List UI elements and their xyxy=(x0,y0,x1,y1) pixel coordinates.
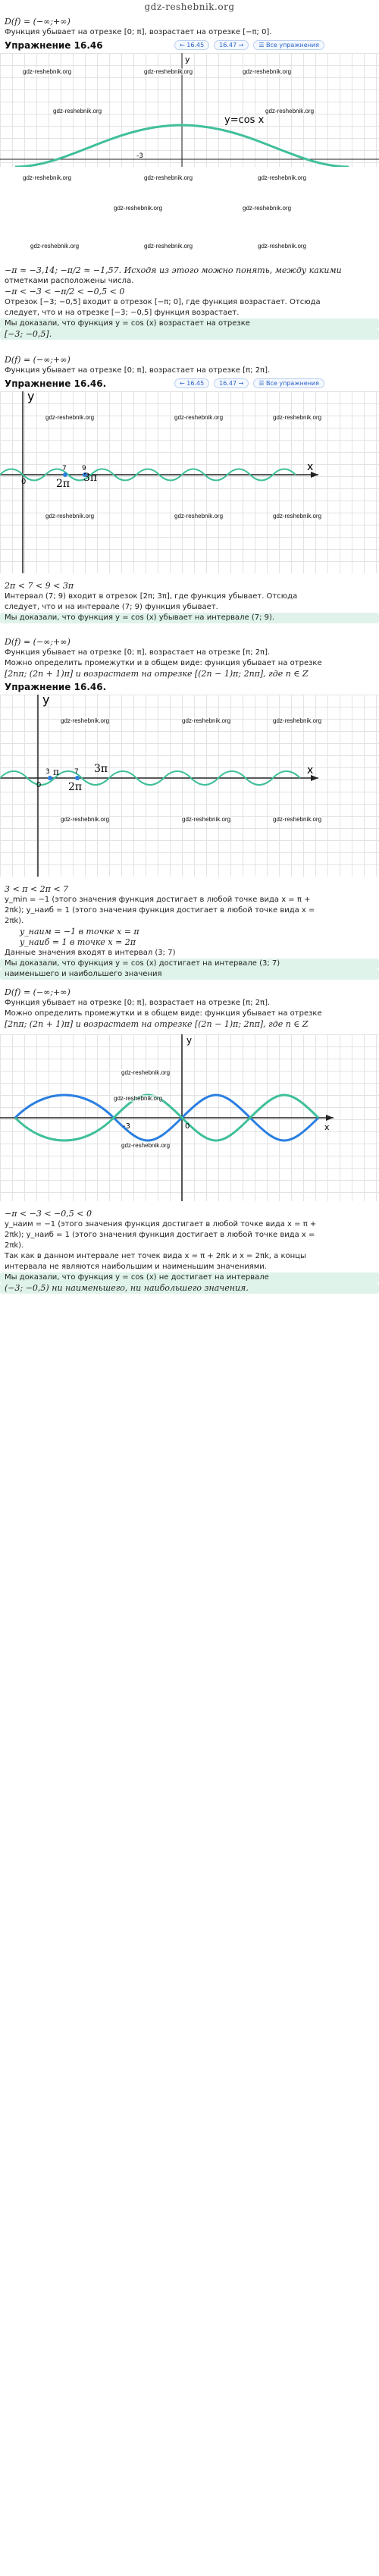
all-exercises-button[interactable]: ☰ Все упражнения xyxy=(253,378,324,388)
y-axis-label: y xyxy=(186,1035,193,1046)
reasoning-line-2: следует, что и на интервале (7; 9) функция убывает. xyxy=(5,603,218,611)
watermark: gdz-reshebnik.org xyxy=(144,174,193,181)
prev-exercise-button[interactable]: ← 16.45 xyxy=(174,40,209,50)
conclusion: Мы доказали, что функция y = cos (x) возрастает на отрезке xyxy=(0,318,379,329)
watermark: gdz-reshebnik.org xyxy=(273,717,322,724)
tick-2pi: 2π xyxy=(68,781,83,793)
prev-label: 16.45 xyxy=(186,42,205,49)
extremum-text-3: 2πk). xyxy=(5,1241,24,1250)
inequality-chain: 3 < π < 2π < 7 xyxy=(5,884,69,894)
tick-0: 0 xyxy=(185,1122,190,1131)
reasoning-line-2: интервала не являются наибольшим и наименьшим значениями. xyxy=(5,1263,267,1271)
origin-label: 0 xyxy=(36,781,42,789)
function-label: y=cos x xyxy=(224,115,265,126)
domain-line: D(f) = (−∞;+∞) xyxy=(5,17,70,27)
tick-minus3: -3 xyxy=(123,1122,130,1131)
y-axis-label: y xyxy=(185,55,190,64)
prev-label: 16.45 xyxy=(186,380,205,387)
tick-7: 7 xyxy=(74,768,79,776)
exercise-nav xyxy=(174,378,324,388)
all-label: Все упражнения xyxy=(266,380,319,387)
x-axis-label: x xyxy=(307,764,314,777)
watermark: gdz-reshebnik.org xyxy=(30,243,80,249)
watermark: gdz-reshebnik.org xyxy=(182,717,231,724)
watermark: gdz-reshebnik.org xyxy=(61,717,110,724)
conclusion-2: [−3; −0,5]. xyxy=(0,329,379,340)
watermark: gdz-reshebnik.org xyxy=(174,513,224,519)
watermark: gdz-reshebnik.org xyxy=(114,205,163,212)
watermark: gdz-reshebnik.org xyxy=(265,108,315,115)
watermark: gdz-reshebnik.org xyxy=(121,1069,171,1076)
watermark: gdz-reshebnik.org xyxy=(258,243,307,249)
tick-9: 9 xyxy=(82,465,86,472)
exercise-title: Упражнение 16.46 xyxy=(5,40,103,51)
approx-line-2: отметками расположены числа. xyxy=(5,277,134,285)
graph-cos-1 xyxy=(0,53,379,167)
watermark: gdz-reshebnik.org xyxy=(45,513,95,519)
exercise-header xyxy=(0,679,379,695)
watermark: gdz-reshebnik.org xyxy=(243,205,292,212)
tick-pi: π xyxy=(53,767,59,777)
next-exercise-button[interactable]: 16.47 → xyxy=(214,378,249,388)
reasoning-line-2: следует, что и на отрезке [−3; −0,5] функция возрастает. xyxy=(5,309,240,317)
watermark: gdz-reshebnik.org xyxy=(121,1142,171,1149)
bullet-min: y_наим = −1 в точке x = π xyxy=(20,927,139,937)
monotonic-text: Функция убывает на отрезке [0; π], возрастает на отрезке [−π; 0]. xyxy=(5,28,272,36)
watermark: gdz-reshebnik.org xyxy=(114,1095,163,1102)
tick-3pi: 3π xyxy=(83,472,98,484)
general-text: Можно определить промежутки и в общем виде: функция убывает на отрезке xyxy=(5,659,322,667)
x-axis-label: x xyxy=(324,1122,330,1132)
domain-line: D(f) = (−∞;+∞) xyxy=(5,355,70,365)
exercise-nav xyxy=(174,40,324,50)
extremum-text: y_наим = −1 (этого значения функция достигает в любой точке вида x = π + xyxy=(5,1220,317,1228)
general-text: Можно определить промежутки и в общем виде: функция убывает на отрезке xyxy=(5,1009,322,1018)
watermark: gdz-reshebnik.org xyxy=(53,108,102,115)
tick-minus3: -3 xyxy=(136,152,143,160)
general-text-2: [2nπ; (2n + 1)π] и возрастает на отрезке [(2n − 1)π; 2nπ], где n ∈ Z xyxy=(5,1019,309,1029)
domain-line: D(f) = (−∞;+∞) xyxy=(5,637,70,647)
graph-cos-2 xyxy=(0,391,379,573)
extremum-text-2: 2πk); y_наиб = 1 (этого значения функция достигает в любой точке вида x = xyxy=(5,906,315,915)
reasoning-line: Отрезок [−3; −0,5] входит в отрезок [−π; 0], где функция возрастает. Отсюда xyxy=(5,298,321,306)
watermark: gdz-reshebnik.org xyxy=(45,414,95,421)
conclusion: Мы доказали, что функция y = cos (x) не достигает на интервале xyxy=(0,1272,379,1283)
approx-line: −π ≈ −3,14; −π/2 ≈ −1,57. Исходя из этого можно понять, между какими xyxy=(5,265,342,275)
exercise-title: Упражнение 16.46. xyxy=(5,682,107,692)
monotonic-text: Функция убывает на отрезке [0; π], возрастает на отрезке [π; 2π]. xyxy=(5,366,271,375)
x-axis-label: x xyxy=(307,461,314,473)
exercise-header xyxy=(0,38,379,53)
domain-line: D(f) = (−∞;+∞) xyxy=(5,987,70,997)
extremum-text: y_min = −1 (этого значения функция достигает в любой точке вида x = π + xyxy=(5,896,311,904)
watermark: gdz-reshebnik.org xyxy=(23,174,72,181)
inequality-chain: 2π < 7 < 9 < 3π xyxy=(5,581,74,591)
y-axis-label: y xyxy=(27,391,35,403)
y-axis-label: y xyxy=(42,695,50,707)
tick-3: 3 xyxy=(45,768,50,776)
tick-7: 7 xyxy=(62,465,67,472)
origin-label: 0 xyxy=(21,478,27,486)
conclusion: Мы доказали, что функция y = cos (x) достигает на интервале (3; 7) xyxy=(0,959,379,969)
exercise-header xyxy=(0,376,379,391)
next-label: 16.47 xyxy=(219,380,237,387)
watermark: gdz-reshebnik.org xyxy=(144,68,193,75)
general-text-2: [2nπ; (2n + 1)π] и возрастает на отрезке [(2n − 1)π; 2nπ], где n ∈ Z xyxy=(5,669,309,679)
conclusion: Мы доказали, что функция y = cos (x) убывает на интервале (7; 9). xyxy=(0,613,379,623)
watermark: gdz-reshebnik.org xyxy=(174,414,224,421)
watermark: gdz-reshebnik.org xyxy=(144,243,193,249)
next-label: 16.47 xyxy=(219,42,237,49)
watermark: gdz-reshebnik.org xyxy=(258,174,307,181)
graph-cos-3 xyxy=(0,695,379,877)
tick-3pi: 3π xyxy=(94,763,108,775)
watermark: gdz-reshebnik.org xyxy=(273,816,322,823)
inequality-chain: −π < −3 < −0,5 < 0 xyxy=(5,1209,92,1219)
conclusion-2: (−3; −0,5) ни наименьшего, ни наибольшего значения. xyxy=(0,1283,379,1294)
watermark: gdz-reshebnik.org xyxy=(23,68,72,75)
tick-2pi: 2π xyxy=(56,478,70,490)
watermark: gdz-reshebnik.org xyxy=(61,816,110,823)
watermark: gdz-reshebnik.org xyxy=(273,414,322,421)
graph-svg-4 xyxy=(0,1034,379,1201)
interval-text: Данные значения входят в интервал (3; 7) xyxy=(5,949,176,957)
watermark: gdz-reshebnik.org xyxy=(243,68,292,75)
conclusion-2: наименьшего и наибольшего значения xyxy=(0,969,379,980)
monotonic-text: Функция убывает на отрезке [0; π], возрастает на отрезке [π; 2π]. xyxy=(5,648,271,657)
all-label: Все упражнения xyxy=(266,42,319,49)
extremum-text-3: 2πk). xyxy=(5,917,24,925)
extremum-text-2: 2πk); y_наиб = 1 (этого значения функция достигает в любой точке вида x = xyxy=(5,1231,315,1239)
watermark-area-1 xyxy=(0,167,379,265)
all-exercises-button[interactable]: ☰ Все упражнения xyxy=(253,40,324,50)
watermark: gdz-reshebnik.org xyxy=(273,513,322,519)
monotonic-text: Функция убывает на отрезке [0; π], возрастает на отрезке [π; 2π]. xyxy=(5,999,271,1007)
exercise-title: Упражнение 16.46. xyxy=(5,378,107,389)
inequality-chain: −π < −3 < −π/2 < −0,5 < 0 xyxy=(5,287,125,297)
watermark: gdz-reshebnik.org xyxy=(182,816,231,823)
graph-cos-4 xyxy=(0,1034,379,1201)
prev-exercise-button[interactable]: ← 16.45 xyxy=(174,378,209,388)
next-exercise-button[interactable]: 16.47 → xyxy=(214,40,249,50)
site-logo[interactable]: gdz-reshebnik.org xyxy=(144,2,235,12)
reasoning-line: Так как в данном интервале нет точек вида x = π + 2πk и x = 2πk, а концы xyxy=(5,1252,306,1260)
bullet-max: y_наиб = 1 в точке x = 2π xyxy=(20,937,136,947)
reasoning-line: Интервал (7; 9) входит в отрезок [2π; 3π], где функция убывает. Отсюда xyxy=(5,592,298,601)
